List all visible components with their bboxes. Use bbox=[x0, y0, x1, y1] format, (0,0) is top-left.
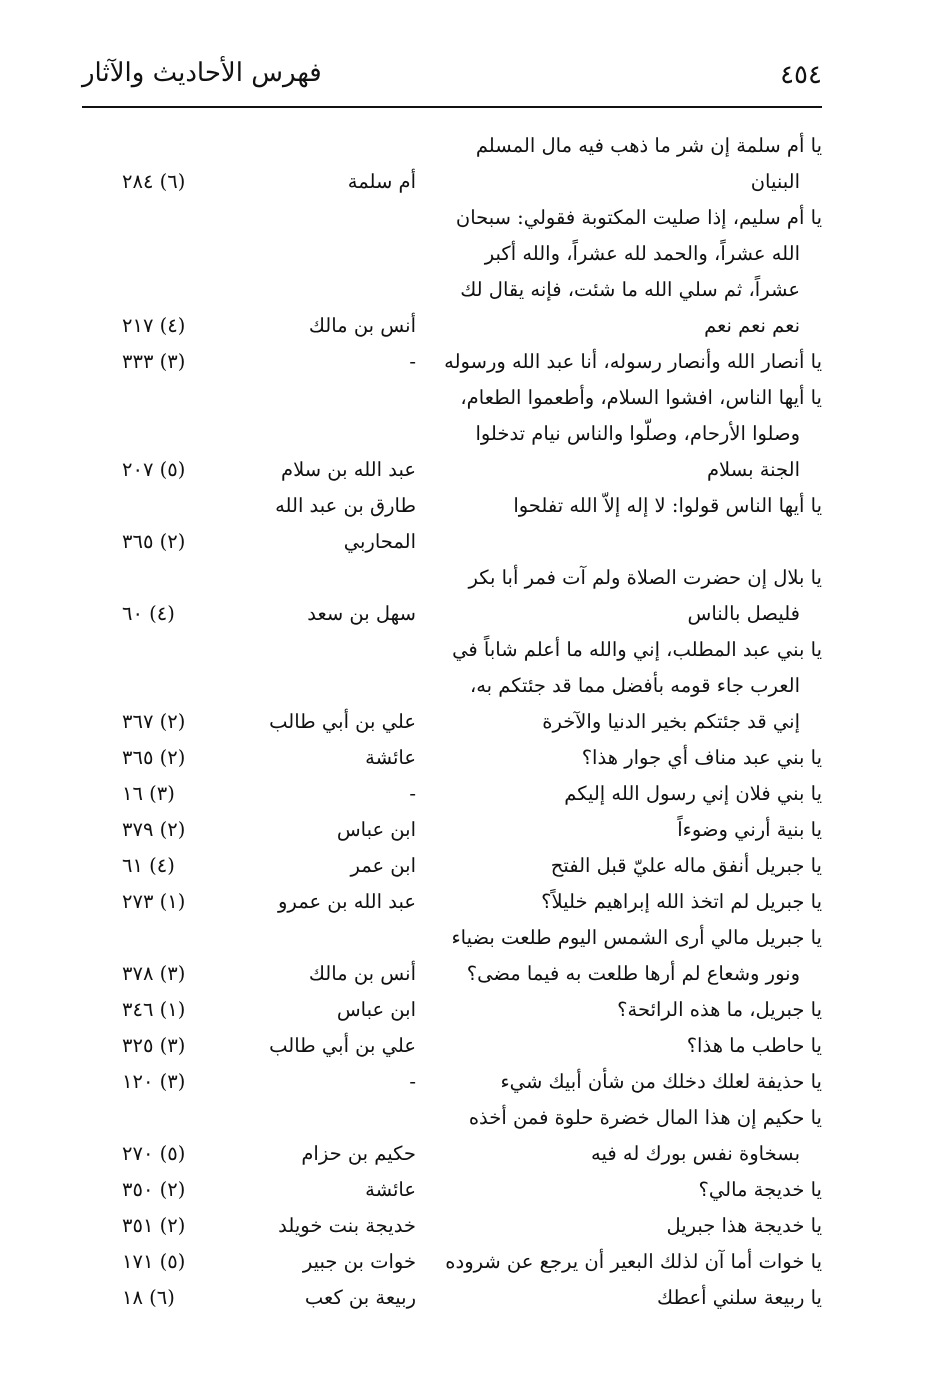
hadith-line: يا خوات أما آن لذلك البعير أن يرجع عن شروده bbox=[445, 1250, 822, 1273]
narrator-name: عبد الله بن سلام bbox=[281, 458, 416, 481]
hadith-line: يا أم سلمة إن شر ما ذهب فيه مال المسلم bbox=[475, 134, 822, 157]
hadith-line: إني قد جئتكم بخير الدنيا والآخرة bbox=[542, 710, 800, 733]
narrator-name: أنس بن مالك bbox=[308, 962, 416, 985]
narrator-name: أم سلمة bbox=[347, 170, 416, 193]
volume-page-reference: (٦) ٢٨٤ bbox=[122, 170, 186, 193]
hadith-line: يا حاطب ما هذا؟ bbox=[686, 1034, 822, 1057]
index-entry bbox=[82, 848, 822, 884]
narrator-name: علي بن أبي طالب bbox=[269, 1034, 416, 1057]
hadith-line: يا بني عبد مناف أي جوار هذا؟ bbox=[581, 746, 822, 769]
hadith-line: بسخاوة نفس بورك له فيه bbox=[591, 1142, 800, 1165]
hadith-line: وصلوا الأرحام، وصلّوا والناس نيام تدخلوا bbox=[475, 422, 800, 445]
volume-page-reference: (٣) ١٦ bbox=[122, 782, 175, 805]
hadith-line: الله عشراً، والحمد لله عشراً، والله أكبر bbox=[484, 242, 800, 265]
narrator-name: ابن عباس bbox=[336, 998, 416, 1021]
hadith-line: يا أيها الناس قولوا: لا إله إلاّ الله تفلحوا bbox=[513, 494, 822, 517]
index-entry bbox=[82, 632, 822, 740]
index-entry bbox=[82, 1244, 822, 1280]
index-entry bbox=[82, 488, 822, 560]
narrator-name: طارق بن عبد الله bbox=[275, 494, 416, 517]
volume-page-reference: (٢) ٣٥٠ bbox=[122, 1178, 186, 1201]
volume-page-reference: (٣) ٣٣٣ bbox=[122, 350, 186, 373]
narrator-name: علي بن أبي طالب bbox=[269, 710, 416, 733]
volume-page-reference: (٣) ٣٧٨ bbox=[122, 962, 186, 985]
narrator-name: ابن عمر bbox=[350, 854, 416, 877]
hadith-line: يا بنية أرني وضوءاً bbox=[677, 818, 822, 841]
hadith-line: يا حذيفة لعلك دخلك من شأن أبيك شيء bbox=[500, 1070, 822, 1093]
volume-page-reference: (٢) ٣٧٩ bbox=[122, 818, 186, 841]
hadith-line: يا حكيم إن هذا المال خضرة حلوة فمن أخذه bbox=[468, 1106, 822, 1129]
hadith-line: يا جبريل لم اتخذ الله إبراهيم خليلاً؟ bbox=[541, 890, 822, 913]
hadith-line: الجنة بسلام bbox=[706, 458, 800, 481]
hadith-line: عشراً، ثم سلي الله ما شئت، فإنه يقال لك bbox=[460, 278, 800, 301]
hadith-line: يا خديجة هذا جبريل bbox=[666, 1214, 822, 1237]
hadith-line: يا جبريل مالي أرى الشمس اليوم طلعت بضياء bbox=[451, 926, 822, 949]
index-entry bbox=[82, 812, 822, 848]
index-entry bbox=[82, 1280, 822, 1316]
hadith-line: يا ربيعة سلني أعطك bbox=[657, 1286, 822, 1309]
narrator-name: ربيعة بن كعب bbox=[304, 1286, 416, 1309]
hadith-line: يا أنصار الله وأنصار رسوله، أنا عبد الله ورسوله bbox=[444, 350, 822, 373]
hadith-line: نعم نعم نعم bbox=[704, 314, 800, 337]
volume-page-reference: (٤) ٢١٧ bbox=[122, 314, 186, 337]
hadith-line: يا جبريل، ما هذه الرائحة؟ bbox=[617, 998, 822, 1021]
hadith-line: يا خديجة مالي؟ bbox=[698, 1178, 822, 1201]
volume-page-reference: (٢) ٣٦٥ bbox=[122, 746, 186, 769]
volume-page-reference: (٥) ٢٧٠ bbox=[122, 1142, 186, 1165]
index-entry bbox=[82, 740, 822, 776]
volume-page-reference: (٢) ٣٦٥ bbox=[122, 530, 186, 553]
index-entry bbox=[82, 200, 822, 344]
hadith-index-list bbox=[82, 128, 822, 1316]
index-entry bbox=[82, 344, 822, 380]
volume-page-reference: (٤) ٦٠ bbox=[122, 602, 175, 625]
narrator-name: حكيم بن حزام bbox=[301, 1142, 416, 1165]
volume-page-reference: (٥) ٢٠٧ bbox=[122, 458, 186, 481]
hadith-line: يا أيها الناس، افشوا السلام، وأطعموا الطعام، bbox=[460, 386, 822, 409]
hadith-line: البنيان bbox=[750, 170, 800, 193]
narrator-name: - bbox=[409, 1070, 416, 1093]
narrator-name: أنس بن مالك bbox=[308, 314, 416, 337]
hadith-line: فليصل بالناس bbox=[687, 602, 800, 625]
volume-page-reference: (٣) ٣٢٥ bbox=[122, 1034, 186, 1057]
index-entry bbox=[82, 776, 822, 812]
page-title: فهرس الأحاديث والآثار bbox=[82, 58, 322, 88]
narrator-name: عائشة bbox=[365, 746, 416, 769]
index-entry bbox=[82, 1100, 822, 1172]
hadith-line: يا بلال إن حضرت الصلاة ولم آت فمر أبا بكر bbox=[468, 566, 822, 589]
index-entry bbox=[82, 992, 822, 1028]
volume-page-reference: (٤) ٦١ bbox=[122, 854, 175, 877]
narrator-name: خوات بن جبير bbox=[302, 1250, 416, 1273]
volume-page-reference: (٢) ٣٦٧ bbox=[122, 710, 186, 733]
volume-page-reference: (١) ٣٤٦ bbox=[122, 998, 186, 1021]
volume-page-reference: (٥) ١٧١ bbox=[122, 1250, 186, 1273]
narrator-name: - bbox=[409, 782, 416, 805]
volume-page-reference: (٢) ٣٥١ bbox=[122, 1214, 186, 1237]
narrator-name: المحاربي bbox=[343, 530, 416, 553]
volume-page-reference: (١) ٢٧٣ bbox=[122, 890, 186, 913]
narrator-name: عبد الله بن عمرو bbox=[278, 890, 416, 913]
page-number: ٤٥٤ bbox=[780, 60, 822, 90]
page-header bbox=[82, 52, 822, 108]
index-entry bbox=[82, 884, 822, 920]
hadith-line: يا بني فلان إني رسول الله إليكم bbox=[564, 782, 822, 805]
index-entry bbox=[82, 1028, 822, 1064]
hadith-line: ونور وشعاع لم أرها طلعت به فيما مضى؟ bbox=[466, 962, 800, 985]
hadith-line: يا بني عبد المطلب، إني والله ما أعلم شاباً في bbox=[452, 638, 822, 661]
narrator-name: سهل بن سعد bbox=[307, 602, 416, 625]
volume-page-reference: (٣) ١٢٠ bbox=[122, 1070, 186, 1093]
narrator-name: - bbox=[409, 350, 416, 373]
index-entry bbox=[82, 920, 822, 992]
index-entry bbox=[82, 1208, 822, 1244]
index-entry bbox=[82, 1172, 822, 1208]
narrator-name: عائشة bbox=[365, 1178, 416, 1201]
index-entry bbox=[82, 128, 822, 200]
narrator-name: ابن عباس bbox=[336, 818, 416, 841]
index-entry bbox=[82, 560, 822, 632]
hadith-line: العرب جاء قومه بأفضل مما قد جئتكم به، bbox=[469, 674, 800, 697]
hadith-line: يا جبريل أنفق ماله عليّ قبل الفتح bbox=[550, 854, 822, 877]
narrator-name: خديجة بنت خويلد bbox=[278, 1214, 416, 1237]
index-entry bbox=[82, 380, 822, 488]
volume-page-reference: (٦) ١٨ bbox=[122, 1286, 175, 1309]
hadith-line: يا أم سليم، إذا صليت المكتوبة فقولي: سبحان bbox=[455, 206, 822, 229]
index-entry bbox=[82, 1064, 822, 1100]
